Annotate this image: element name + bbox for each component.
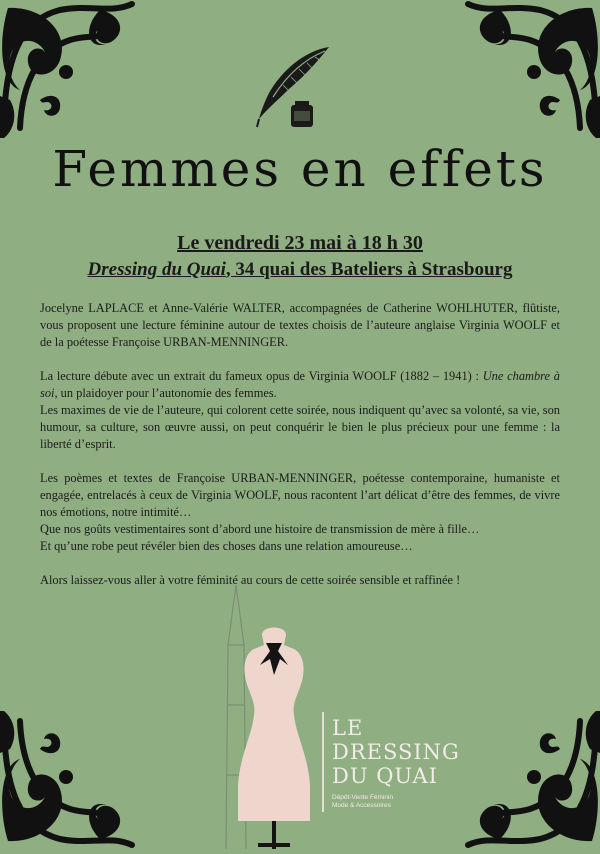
logo-line-1: LE	[332, 716, 364, 740]
paragraph-poems: Les poèmes et textes de Françoise URBAN-MENNINGER, poétesse contemporaine, humaniste et engagée, entrelacés à ceux de Virginia WOOLF, nous racontent l’art délicat d’être des femmes, de vivre nos émotions, notre intimité…	[40, 471, 560, 519]
logo-line-2: DRESSING	[332, 740, 460, 764]
logo-subtitle-1: Dépôt-Vente Féminin	[332, 794, 394, 801]
paragraph-robe: Et qu’une robe peut révéler bien des choses dans une relation amoureuse…	[40, 539, 413, 553]
quill-inkwell-icon	[255, 45, 330, 130]
corner-ornament-bottom-left	[0, 709, 140, 849]
corner-ornament-top-left	[0, 0, 140, 140]
corner-ornament-bottom-right	[460, 709, 600, 849]
venue-address: , 34 quai des Bateliers à Strasbourg	[225, 259, 513, 280]
description	[40, 300, 560, 589]
book-title: Une chambre à soi	[40, 369, 560, 400]
dressing-logo	[322, 712, 462, 822]
venue-name: Dressing du Quai	[87, 259, 226, 280]
poster-title: Femmes en effets	[52, 140, 548, 198]
event-date: Le vendredi 23 mai à 18 h 30	[177, 232, 423, 254]
logo-subtitle-2: Mode & Accessoires	[332, 802, 391, 809]
event-venue	[0, 259, 600, 281]
paragraph-closing: Alors laissez-vous aller à votre féminité au cours de cette soirée sensible et raffinée !	[40, 573, 461, 587]
logo-divider	[322, 712, 324, 812]
paragraph-intro: Jocelyne LAPLACE et Anne-Valérie WALTER, accompagnées de Catherine WOHLHUTER, flûtiste, vous proposent une lecture féminine autour de textes choisis de l’auteure anglaise Virginia WOOLF et de la poétesse Françoise URBAN-MENNINGER.	[40, 301, 560, 349]
logo-line-3: DU QUAI	[332, 764, 438, 788]
paragraph-woolf: La lecture débute avec un extrait du fameux opus de Virginia WOOLF (1882 – 1941) : Une chambre à soi, un plaidoyer pour l’autonomie des femmes.	[40, 369, 560, 400]
paragraph-maximes: Les maximes de vie de l’auteure, qui colorent cette soirée, nous indiquent qu’avec sa volonté, sa vie, son humour, sa culture, son œuvre aussi, on peut conquérir le bien le plus précieux pour une femme : la liberté d’esprit.	[40, 403, 560, 451]
corner-ornament-top-right	[460, 0, 600, 140]
mannequin-illustration	[222, 585, 322, 849]
paragraph-transmission: Que nos goûts vestimentaires sont d’abord une histoire de transmission de mère à fille…	[40, 522, 480, 536]
